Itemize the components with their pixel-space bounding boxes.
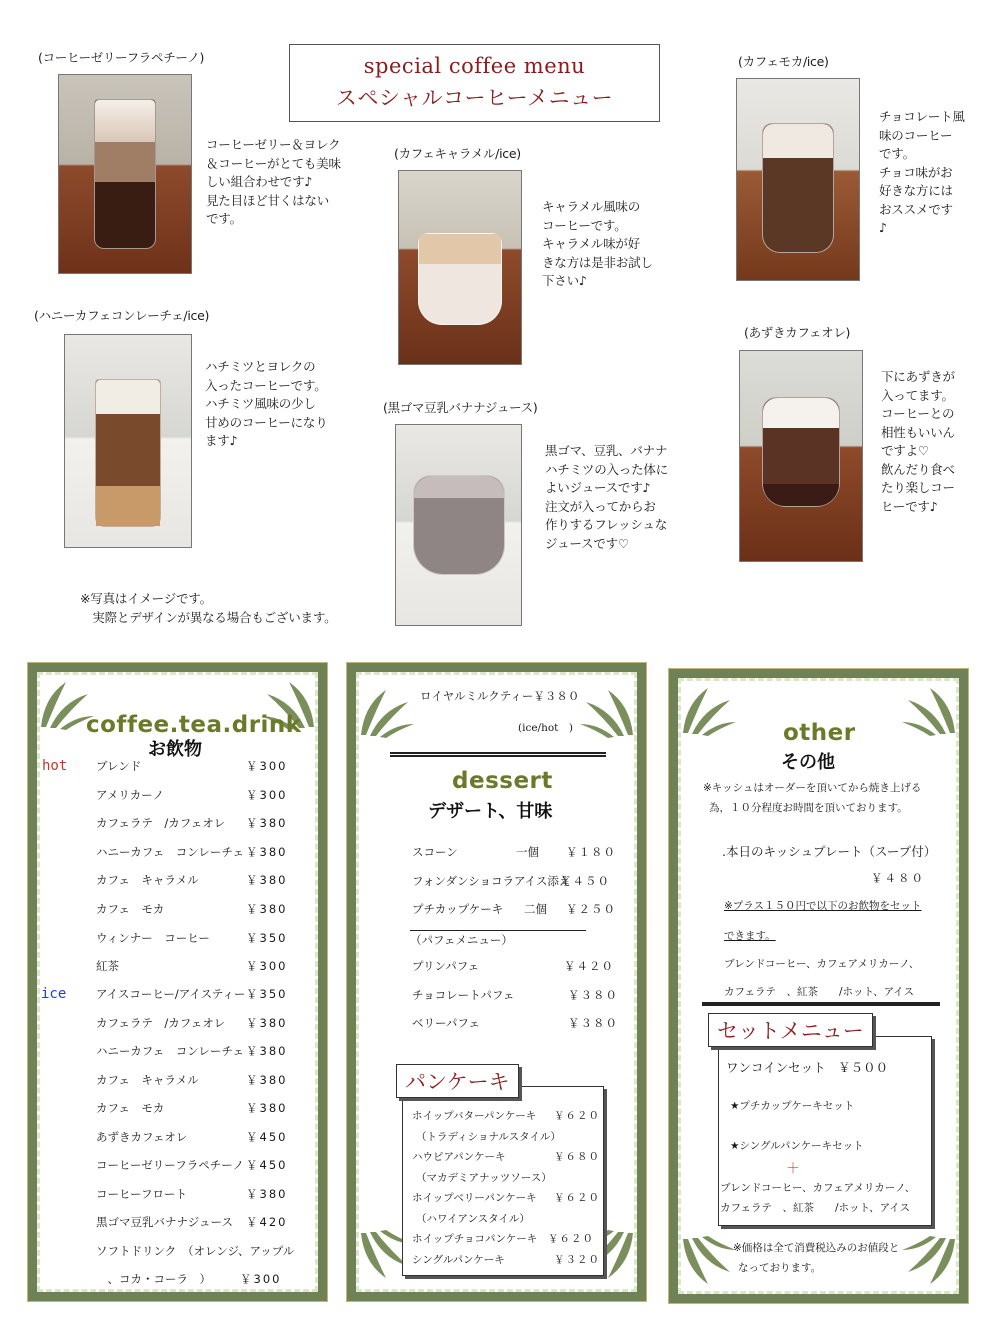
leaf-ornament-icon <box>900 1234 960 1294</box>
drink-item-price: ￥380 <box>246 1072 288 1087</box>
pancake-item-name: ホイップチョコパンケーキ <box>412 1233 538 1245</box>
drink-item-name: ソフトドリンク （オレンジ、アップル <box>96 1243 295 1258</box>
drink-item-name: アイスコーヒー/アイスティー <box>96 987 246 1001</box>
drink-item-price: ￥380 <box>246 873 288 888</box>
feature-caption: (あずきカフェオレ) <box>744 325 851 340</box>
drink-item-name: ハニーカフェ コンレーチェ <box>96 1044 245 1058</box>
cupcake-set: ★プチカップケーキセット <box>730 1100 855 1112</box>
drink-item-name: カフェ キャラメル <box>96 1072 199 1087</box>
quiche-plate: .本日のキッシュプレート（スープ付） <box>722 844 937 859</box>
pancake-set: ★シングルパンケーキセット <box>730 1140 864 1152</box>
menu-title-box <box>289 44 660 122</box>
drink-item-name: 黒ゴマ豆乳バナナジュース <box>96 1215 233 1229</box>
tax-note: ※価格は全て消費税込みのお値段と <box>733 1242 900 1254</box>
drink-item-price: ￥380 <box>246 1015 288 1030</box>
leaf-ornament-icon <box>578 680 638 740</box>
pancake-item-price: ￥６２０ <box>554 1110 600 1122</box>
feature-caption: (黒ゴマ豆乳バナナジュース) <box>383 400 538 415</box>
drink-item-name: ブレンド <box>96 759 142 773</box>
quiche-note: 為，１０分程度お時間を頂いております。 <box>709 802 908 814</box>
pancake-item-name: （トラディショナルスタイル） <box>416 1130 561 1143</box>
divider <box>702 1002 940 1006</box>
drink-item-price: ￥380 <box>246 1044 288 1058</box>
pancake-item-price: ￥３２０ <box>554 1253 600 1266</box>
menu-title-jp: スペシャルコーヒーメニュー <box>335 86 614 110</box>
pancake-item-price: ￥６２０ <box>554 1192 600 1204</box>
drink-item-price: ￥380 <box>246 1186 288 1201</box>
parfait-item-price: ￥４２０ <box>564 959 614 973</box>
feature-caption: (ハニーカフェコンレーチェ/ice) <box>34 308 210 323</box>
feature-caption: (コーヒーゼリーフラペチーノ) <box>38 50 205 65</box>
parfait-item-price: ￥３８０ <box>568 1016 618 1030</box>
drink-item-name: コーヒーフロート <box>96 1186 187 1201</box>
leaf-ornament-icon <box>678 1234 738 1294</box>
coffee-jelly-frappuccino-photo <box>58 74 192 274</box>
leaf-ornament-icon <box>900 678 960 738</box>
quiche-plate-price: ￥４８０ <box>871 871 925 885</box>
drink-item-name: 、コカ・コーラ ） <box>96 1272 211 1286</box>
parfait-item-name: チョコレートパフェ <box>412 987 515 1002</box>
hot-label: hot <box>42 758 68 774</box>
drink-item-name: カフェ キャラメル <box>96 873 199 888</box>
drink-set-options: カフェラテ 、紅茶 /ホット、アイス <box>724 986 915 998</box>
drink-item-price: ￥450 <box>246 1158 288 1172</box>
drink-item-price: ￥350 <box>246 987 288 1001</box>
divider <box>410 930 586 931</box>
pancake-item-name: （ハワイアンスタイル） <box>416 1212 530 1225</box>
dessert-item-price: ￥１８０ <box>566 845 616 859</box>
drink-item-price: ￥350 <box>246 930 288 945</box>
dessert-item-name: スコーン <box>412 845 458 859</box>
feature-desc: 黒ゴマ、豆乳、バナナ ハチミツの入った体に よいジュースです♪ 注文が入ってからお 作りするフレッシュな ジュースです♡ <box>545 443 669 551</box>
drink-item-price: ￥380 <box>246 1101 288 1115</box>
drink-item-name: アメリカーノ <box>96 787 164 802</box>
drink-item-price: ￥380 <box>246 816 288 831</box>
feature-desc: チョコレート風 味のコーヒー です。 チョコ味がお 好きな方には おススメです ♪ <box>879 109 965 235</box>
feature-caption: (カフェキャラメル/ice) <box>394 146 521 161</box>
drink-item-price: ￥380 <box>246 902 288 916</box>
drink-heading-jp: お飲物 <box>148 739 202 760</box>
pancake-item-name: ホイップバターパンケーキ <box>412 1110 537 1122</box>
drink-item-price: ￥420 <box>246 1215 288 1229</box>
drink-heading-en: coffee.tea.drink <box>86 712 302 738</box>
dessert-item-name: プチカップケーキ <box>412 902 504 916</box>
other-heading-en: other <box>783 720 856 746</box>
dessert-item-price: ￥４５０ <box>560 873 610 888</box>
divider <box>390 752 606 757</box>
coin-set: ワンコインセット ￥５００ <box>726 1060 889 1075</box>
drink-item-name: コーヒーゼリーフラペチーノ <box>96 1158 245 1172</box>
cafe-caramel-photo <box>398 170 522 365</box>
drink-item-price: ￥300 <box>240 1272 282 1286</box>
dessert-heading-jp: デザート、甘味 <box>428 801 553 822</box>
dessert-item-name: フォンダンショコラアイス添え <box>412 873 571 888</box>
drink-item-name: ハニーカフェ コンレーチェ <box>96 844 245 859</box>
pancake-item-name: ホイップベリーパンケーキ <box>412 1192 537 1204</box>
pancake-item-name: ハウピアパンケーキ <box>412 1151 506 1163</box>
set-drink-options: ブレンドコーヒー、カフェアメリカーノ、 <box>720 1182 916 1194</box>
drink-item-name: 紅茶 <box>96 959 119 974</box>
feature-caption: (カフェモカ/ice) <box>738 54 829 69</box>
dessert-heading-en: dessert <box>452 768 553 794</box>
drink-item-price: ￥450 <box>246 1129 288 1144</box>
leaf-ornament-icon <box>678 678 738 738</box>
dessert-item-qty: 二個 <box>524 902 547 916</box>
royal-milk-tea: ロイヤルミルクティー￥３８０ <box>420 689 580 703</box>
drink-set-note: ※プラス１５０円で以下のお飲物をセット <box>724 900 922 912</box>
drink-set-options: ブレンドコーヒー、カフェアメリカーノ、 <box>724 958 920 970</box>
drink-item-name: カフェラテ /カフェオレ <box>96 816 226 831</box>
drink-item-name: カフェ モカ <box>96 1101 165 1115</box>
drink-set-note: できます。 <box>724 930 776 942</box>
pancake-item-price: ￥６２０ <box>548 1233 594 1245</box>
feature-desc: ハチミツとヨレクの 入ったコーヒーです。 ハチミツ風味の少し 甘めのコーヒーになり ます♪ <box>205 359 328 448</box>
other-heading-jp: その他 <box>781 752 835 773</box>
drink-item-price: ￥300 <box>246 787 288 802</box>
pancake-item-name: （マカデミアナッツソース） <box>416 1171 552 1184</box>
drink-item-price: ￥300 <box>246 759 288 773</box>
pancake-title: パンケーキ <box>396 1064 519 1098</box>
pancake-item-price: ￥６８０ <box>554 1151 600 1163</box>
drink-item-name: あずきカフェオレ <box>96 1129 188 1144</box>
drink-item-price: ￥380 <box>246 844 288 859</box>
tax-note: なっております。 <box>738 1262 822 1274</box>
set-menu-title: セットメニュー <box>708 1013 873 1047</box>
pancake-item-name: シングルパンケーキ <box>412 1253 505 1266</box>
parfait-heading: （パフェメニュー） <box>410 933 513 947</box>
quiche-note: ※キッシュはオーダーを頂いてから焼き上げる <box>703 782 922 794</box>
azuki-cafe-au-lait-photo <box>739 350 863 562</box>
photo-disclaimer-note: ※写真はイメージです。 実際とデザインが異なる場合もございます。 <box>80 591 337 625</box>
drink-item-name: ウィンナー コーヒー <box>96 930 210 945</box>
honey-cafe-con-leche-photo <box>64 334 192 548</box>
dessert-item-price: ￥２５０ <box>566 902 616 916</box>
feature-desc: 下にあずきが 入ってます。 コーヒーとの 相性もいいん ですよ♡ 飲んだり食べ たり楽しコー ヒーです♪ <box>881 369 955 514</box>
cafe-mocha-photo <box>736 78 860 281</box>
feature-desc: キャラメル風味の コーヒーです。 キャラメル味が好 きな方は是非お試し 下さい♪ <box>542 199 653 288</box>
menu-title-en: special coffee menu <box>363 54 586 78</box>
parfait-item-price: ￥３８０ <box>568 987 618 1002</box>
drink-item-name: カフェ モカ <box>96 902 165 916</box>
parfait-item-name: ベリーパフェ <box>412 1016 480 1030</box>
set-drink-options: カフェラテ 、紅茶 /ホット、アイス <box>720 1202 911 1214</box>
ice-label: ice <box>41 986 67 1002</box>
feature-desc: コーヒーゼリー＆ヨレク ＆コーヒーがとても美味 しい組合わせです♪ 見た目ほど甘くはない です。 <box>206 137 341 226</box>
plus-mark: ＋ <box>786 1161 800 1177</box>
black-sesame-juice-photo <box>395 424 522 626</box>
royal-milk-tea-option: (ice/hot ) <box>518 722 573 734</box>
parfait-item-name: プリンパフェ <box>412 959 480 973</box>
drink-item-name: カフェラテ /カフェオレ <box>96 1015 226 1030</box>
leaf-ornament-icon <box>356 680 416 740</box>
dessert-item-qty: 一個 <box>516 845 539 859</box>
drink-item-price: ￥300 <box>246 959 288 974</box>
